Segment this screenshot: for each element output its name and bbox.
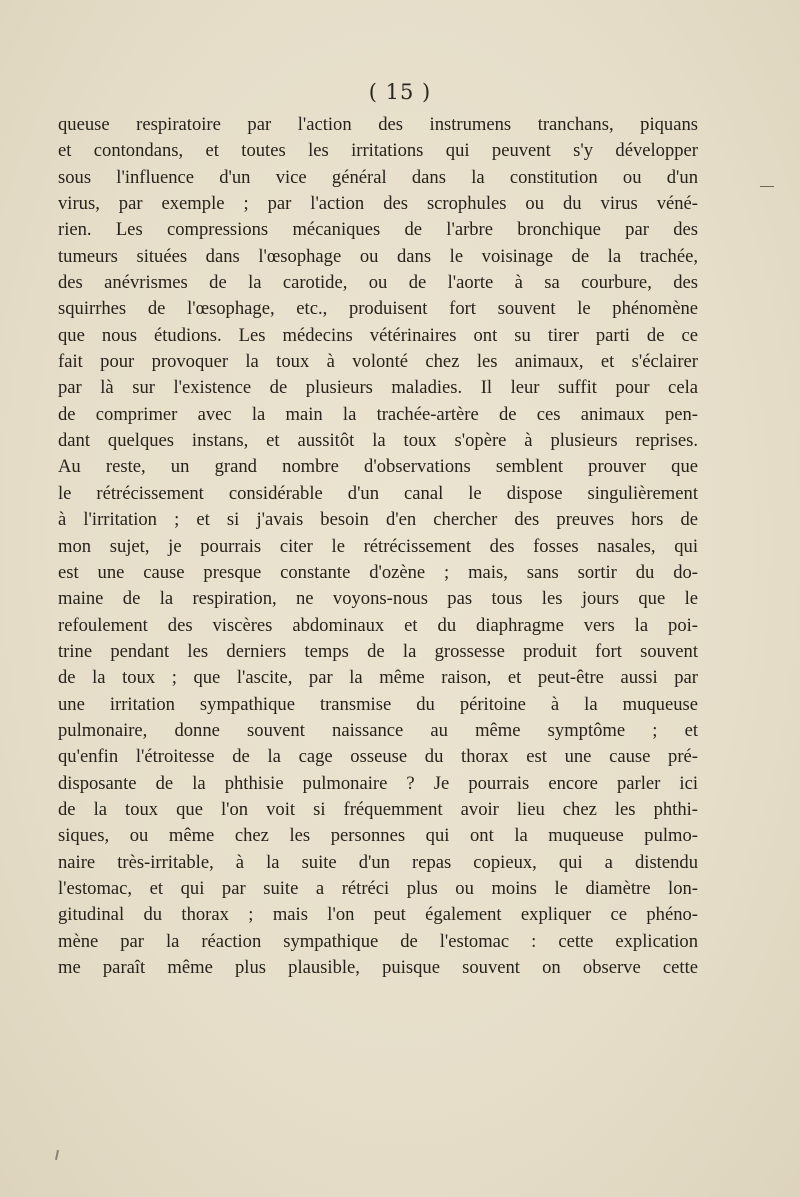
text-line: siques, ou même chez les personnes qui ont la muqueuse pulmo- bbox=[58, 825, 698, 847]
text-line: le rétrécissement considérable d'un canal le dispose singulièrement bbox=[58, 482, 698, 504]
text-line: gitudinal du thorax ; mais l'on peut également expliquer ce phéno- bbox=[58, 904, 698, 926]
corner-mark bbox=[55, 1150, 59, 1160]
text-line: sous l'influence d'un vice général dans la constitution ou d'un bbox=[58, 166, 698, 188]
text-line: de comprimer avec la main la trachée-artère de ces animaux pen- bbox=[58, 403, 698, 425]
text-line: queuse respiratoire par l'action des instrumens tranchans, piquans bbox=[58, 114, 698, 135]
text-line: trine pendant les derniers temps de la grossesse produit fort souvent bbox=[58, 640, 698, 662]
text-line: mène par la réaction sympathique de l'estomac : cette explication bbox=[58, 930, 698, 952]
text-line: Au reste, un grand nombre d'observations semblent prouver que bbox=[58, 456, 698, 478]
text-line: mon sujet, je pourrais citer le rétrécissement des fosses nasales, qui bbox=[58, 535, 698, 557]
text-line: des anévrismes de la carotide, ou de l'aorte à sa courbure, des bbox=[58, 272, 698, 294]
text-line: rien. Les compressions mécaniques de l'arbre bronchique par des bbox=[58, 219, 698, 241]
text-line: squirrhes de l'œsophage, etc., produisent fort souvent le phénomène bbox=[58, 298, 698, 320]
text-line: naire très-irritable, à la suite d'un repas copieux, qui a distendu bbox=[58, 851, 698, 873]
page-number: ( 15 ) bbox=[368, 80, 432, 104]
margin-mark bbox=[760, 186, 774, 187]
text-line: est une cause presque constante d'ozène ; mais, sans sortir du do- bbox=[58, 561, 698, 583]
text-line: l'estomac, et qui par suite a rétréci plus ou moins le diamètre lon- bbox=[58, 877, 698, 899]
text-line: maine de la respiration, ne voyons-nous pas tous les jours que le bbox=[58, 588, 698, 610]
text-line: virus, par exemple ; par l'action des scrophules ou du virus véné- bbox=[58, 193, 698, 215]
text-line: de la toux ; que l'ascite, par la même raison, et peut-être aussi par bbox=[58, 667, 698, 689]
text-line: fait pour provoquer la toux à volonté chez les animaux, et s'éclairer bbox=[58, 351, 698, 373]
text-line: me paraît même plus plausible, puisque souvent on observe cette bbox=[58, 957, 698, 978]
text-line: disposante de la phthisie pulmonaire ? Je pourrais encore parler ici bbox=[58, 772, 698, 794]
text-line: que nous étudions. Les médecins vétérinaires ont su tirer parti de ce bbox=[58, 324, 698, 346]
text-line: et contondans, et toutes les irritations qui peuvent s'y développer bbox=[58, 140, 698, 162]
text-line: tumeurs situées dans l'œsophage ou dans le voisinage de la trachée, bbox=[58, 245, 698, 267]
text-line: pulmonaire, donne souvent naissance au même symptôme ; et bbox=[58, 719, 698, 741]
text-line: refoulement des viscères abdominaux et du diaphragme vers la poi- bbox=[58, 614, 698, 636]
body-paragraph bbox=[58, 112, 698, 981]
text-line: de la toux que l'on voit si fréquemment avoir lieu chez les phthi- bbox=[58, 798, 698, 820]
text-line: qu'enfin l'étroitesse de la cage osseuse du thorax est une cause pré- bbox=[58, 746, 698, 768]
text-line: une irritation sympathique transmise du péritoine à la muqueuse bbox=[58, 693, 698, 715]
text-line: dant quelques instans, et aussitôt la toux s'opère à plusieurs reprises. bbox=[58, 430, 698, 452]
text-line: à l'irritation ; et si j'avais besoin d'en chercher des preuves hors de bbox=[58, 509, 698, 531]
text-line: par là sur l'existence de plusieurs maladies. Il leur suffit pour cela bbox=[58, 377, 698, 399]
